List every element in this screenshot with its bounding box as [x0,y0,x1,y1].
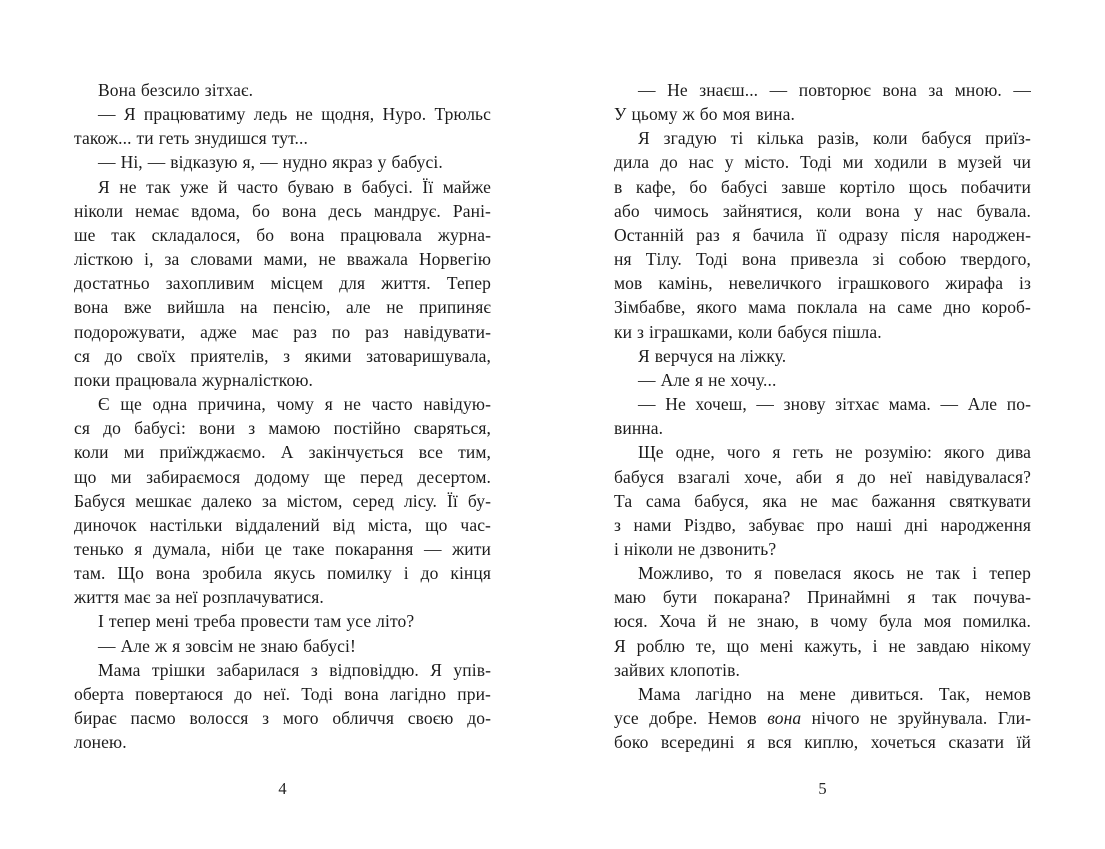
text-line: в кафе, бо бабусі завше кортіло щось побачити [614,176,1031,197]
page-number-left: 4 [278,779,287,798]
page-right [614,0,1031,849]
text-line: Я роблю те, що мені кажуть, і не завдаю нікому [614,635,1031,656]
text-line: — Я працюватиму ледь не щодня, Нуро. Трюльс [98,104,491,125]
text-line: подорожувати, адже має раз по раз навідувати- [74,321,491,342]
text-line: ніколи немає вдома, бо вона десь мандрує. Рані- [74,200,491,221]
text-line: Останній раз я бачила її одразу після народжен- [614,224,1031,245]
text-line: Та сама бабуся, яка не має бажання святкувати [614,490,1031,511]
text-line: ся до бабусі: вони з мамою постійно сваряться, [74,418,491,439]
text-line: тенько я думала, ніби це таке покарання — жити [74,538,491,559]
text-line: Мама лагідно на мене дивиться. Так, немов [638,683,1031,704]
page-right-text [614,78,1031,754]
text-line: зайвих клопотів. [614,659,740,680]
text-line: Зімбабве, якого мама поклала на саме дно короб- [614,297,1031,318]
text-line: — Але ж я зовсім не знаю бабусі! [98,635,356,656]
text-line: диночок настільки віддалений від міста, що час- [74,514,491,535]
text-line: ки з іграшками, коли бабуся пішла. [614,321,882,342]
page-left-text [74,78,491,754]
text-line: що ми забираємося додому ще перед десертом. [74,466,491,487]
text-line: І тепер мені треба провести там усе літо? [98,611,415,632]
text-line: — Не знаєш... — повторює вона за мною. — [638,80,1031,100]
text-line: Я не так уже й часто буваю в бабусі. Її майже [98,176,491,197]
text-line: з нами Різдво, забуває про наші дні народження [614,514,1031,535]
text-line: поки працювала журналісткою. [74,369,314,390]
text-line: ся до своїх приятелів, з якими затоваришувала, [74,345,491,366]
text-line: усе добре. Немов вона нічого не зруйнувала. Гли- [614,708,1031,729]
text-line: Мама трішки забарилася з відповіддю. Я упів- [98,659,491,680]
page-number-right: 5 [818,779,827,798]
text-line: — Не хочеш, — знову зітхає мама. — Але по- [638,394,1031,415]
text-line: Ще одне, чого я геть не розумію: якого дива [638,442,1031,463]
text-line: бабуся взагалі хоче, аби я до неї навідувалася? [614,466,1031,487]
text-line: також... ти геть знудишся тут... [74,128,308,149]
text-line: дила до нас у місто. Тоді ми ходили в музей чи [614,152,1031,173]
page-left [74,0,491,849]
text-line: Бабуся мешкає далеко за містом, серед лісу. Її бу- [74,490,491,511]
text-line: Вона безсило зітхає. [98,80,254,100]
text-line: — Але я не хочу... [638,369,777,390]
text-line: там. Що вона зробила якусь помилку і до кінця [74,563,491,584]
text-line: Можливо, то я повелася якось не так і тепер [638,563,1031,584]
text-line: життя має за неї розплачуватися. [74,587,324,608]
text-line: винна. [614,418,664,439]
text-line: або чимось зайнятися, коли вона у нас бувала. [614,200,1031,221]
text-line: лісткою і, за словами мами, не вважала Норвегію [74,249,491,270]
text-line: — Ні, — відказую я, — нудно якраз у бабусі. [98,152,443,173]
text-line: Я верчуся на ліжку. [638,345,787,366]
text-line: У цьому ж бо моя вина. [614,104,795,125]
text-line: і ніколи не дзвонить? [614,538,777,559]
text-line: юся. Хоча й не знаю, в чому була моя помилка. [614,611,1031,632]
text-line: коли ми приїжджаємо. А закінчується все тим, [74,442,491,463]
text-line: достатньо захопливим місцем для життя. Тепер [74,273,491,294]
text-line: маю бути покарана? Принаймні я так почува- [614,587,1031,608]
text-line: Я згадую ті кілька разів, коли бабуся приїз- [638,128,1031,149]
text-line: Є ще одна причина, чому я не часто навідую- [98,394,491,415]
text-line: вона вже вийшла на пенсію, але не припиняє [74,297,491,318]
text-line: оберта повертаюся до неї. Тоді вона лагідно при- [74,683,491,704]
text-line: лонею. [74,732,127,753]
text-line: ня Тілу. Тоді вона привезла зі собою твердого, [614,249,1031,270]
text-line: бирає пасмо волосся з мого обличчя своєю до- [74,708,491,729]
text-line: боко всередині я вся киплю, хочеться сказати їй [614,732,1031,753]
text-line: мов камінь, невеличкого іграшкового жирафа із [614,273,1031,294]
text-line: ше так складалося, бо вона працювала журна- [74,224,491,245]
